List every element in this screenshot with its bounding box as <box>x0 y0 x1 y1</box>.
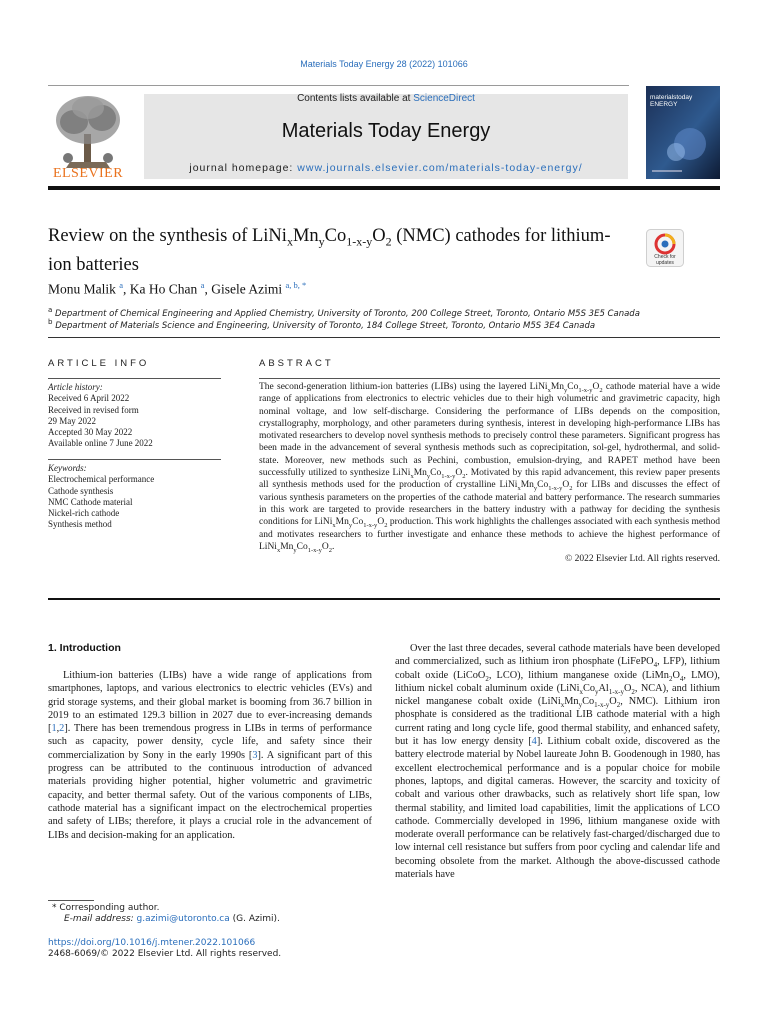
abstract-text: The second-generation lithium-ion batteries (LIBs) using the layered $LiNi_xMn_yCo_{1-x-y}O_2$ cathode material have a wide range of applications from electronics to electric vehicles due to their high volumetric and gravimetric capacity, high nominal voltage, and low self-discharge. Considering the performance of LIBs depends on the composition, crystallography, morphology, and other parameters during synthesis, interest in developing high-performance LIBs has motivated researchers to develop novel synthesis methods to precisely control these parameters. Significant progress has been made in the advancement of several synthesis methods such as coprecipitation, sol-gel, hydrothermal, and solid-state. Moreover, new methods such as Pechini, combustion, emulsion-drying, and RAPET method have been successfully utilized to synthesize $LiNi_xMn_yCo_{1-x-y}O_2$. Motivated by this rapid advancement, this review paper presents all synthesis methods used for the production of crystalline $LiNi_xMn_yCo_{1-x-y}O_2$ for LIBs and discusses the effect of various synthesis parameters on the properties of the cathode material and battery performance. The research summaries in this work are targeted to provide researchers in the battery industry with a pathway for deciding the synthesis conditions for $LiNi_xMn_yCo_{1-x-y}O_2$ production. This work highlights the challenges associated with each synthesis method and motivates researchers to further investigate and enhance these methods to achieve the highest performance of $LiNi_xMn_yCo_{1-x-y}O_2$. © 2022 Elsevier Ltd. All rights reserved. <box>259 382 721 565</box>
author-list: Monu Malik $^a$, Ka Ho Chan $^a$, Gisele Azimi $^{a, b, *}$ <box>48 280 307 297</box>
keyword-item: Electrochemical performance <box>48 474 155 485</box>
corresponding-author-note: * Corresponding author. <box>52 903 160 913</box>
author-affiliation-mark[interactable]: a <box>119 280 124 290</box>
keyword-item: Nickel-rich cathode <box>48 508 120 519</box>
journal-cover-image <box>646 86 720 179</box>
contents-line <box>144 93 628 104</box>
author-affiliation-mark[interactable]: a, b, * <box>285 280 307 290</box>
citation-link[interactable]: 2 <box>59 723 65 735</box>
title-text-mn: Mn <box>292 226 319 246</box>
keyword-item: Synthesis method <box>48 519 112 530</box>
contents-prefix: Contents lists available at <box>297 93 414 104</box>
author-name: Monu Malik <box>48 281 116 297</box>
abstract-copyright: © 2022 Elsevier Ltd. All rights reserved. <box>565 554 720 565</box>
abstract-rule <box>259 378 720 379</box>
email-suffix: (G. Azimi). <box>229 914 280 924</box>
check-for-updates-badge[interactable] <box>646 229 684 267</box>
journal-homepage <box>144 162 628 174</box>
history-item: 29 May 2022 <box>48 415 96 426</box>
affiliation-mark: b <box>48 317 53 326</box>
body-column-right <box>395 642 720 881</box>
history-item: Accepted 30 May 2022 <box>48 427 133 438</box>
author-affiliation-mark[interactable]: a <box>200 280 205 290</box>
homepage-prefix: journal homepage: <box>189 162 298 174</box>
citation-link[interactable]: 4 <box>531 736 537 748</box>
title-sub: x <box>286 234 293 249</box>
title-sub: 1-x-y <box>346 234 373 249</box>
history-item: Received 6 April 2022 <box>48 393 130 404</box>
affiliation-text: Department of Materials Science and Engineering, University of Toronto, 184 College Street, Toronto, Ontario M5S 3E4 Canada <box>55 320 596 331</box>
front-matter-rule <box>48 598 720 600</box>
article-title <box>48 225 628 277</box>
keywords-label: Keywords: <box>48 463 87 473</box>
article-info-heading: ARTICLE INFO <box>48 358 150 369</box>
keyword-item: Cathode synthesis <box>48 485 114 496</box>
elsevier-logo <box>48 92 128 184</box>
title-sub: 2 <box>385 234 392 249</box>
body-column-left <box>48 669 372 842</box>
affiliation-b <box>48 317 595 331</box>
keywords-rule <box>48 459 221 460</box>
history-label: Article history: <box>48 382 103 392</box>
title-text-2: (NMC) cathodes for lithium-ion batteries <box>48 226 611 275</box>
keywords-block <box>48 463 228 531</box>
article-history <box>48 382 228 450</box>
keyword-item: NMC Cathode material <box>48 496 133 507</box>
issn-copyright: 2468-6069/© 2022 Elsevier Ltd. All rights reserved. <box>48 949 282 959</box>
email-label: E-mail address: <box>64 914 137 924</box>
header-bottom-rule <box>48 186 720 190</box>
journal-name: Materials Today Energy <box>281 120 491 142</box>
sciencedirect-link[interactable]: ScienceDirect <box>413 93 475 104</box>
email-link[interactable]: g.azimi@utoronto.ca <box>136 914 230 924</box>
header-top-rule <box>48 85 629 86</box>
author-name: Ka Ho Chan <box>129 281 198 297</box>
email-note <box>64 914 280 924</box>
title-text-co: Co <box>324 226 347 246</box>
check-updates-label: Check for updates <box>654 254 676 266</box>
title-text-o: O <box>372 226 386 246</box>
citation-link[interactable]: 3 <box>252 749 258 761</box>
cover-title: materialstoday ENERGY <box>650 94 693 108</box>
body-paragraph: Over the last three decades, several cathode materials have been developed and commercialized, such as lithium iron phosphate (LiFePO$_4$, LFP), lithium cobalt oxide (LiCoO$_2$, LCO), lithium manganese oxide ($LiMn_2O_4$, LMO), lithium nickel cobalt aluminum oxide ($LiNi_xCo_yAl_{1-x-y}O_2$, NCA), and lithium nickel manganese cobalt oxide ($LiNi_xMn_yCo_{1-x-y}O_2$, NMC). Lithium iron phosphate is considered as the traditional LIB cathode material with a high current rating and long cycle life, good thermal stability, and enhanced safety, but it has low energy density [4]. Lithium cobalt oxide, discovered as the battery electrode material by Nobel laureate John B. Goodenough in 1980, has excellent electrochemical performance and is a popular choice for mobile phones, laptops, and digital cameras. However, the scarcity and toxicity of cobalt and various other drawbacks, such as relatively short life span, low thermal stability, and limited load capabilities, limit the applications of LCO cathode. Commercially developed in 1996, lithium manganese oxide with moderate overall performance can be relatively fast-charged/discharged due to low internal cell resistance but suffers from poor cycling and calendar life and becoming obsolete from the market. Although the above-discussed cathode materials have <box>395 643 720 881</box>
publisher-wordmark: ELSEVIER <box>52 166 124 181</box>
journal-citation[interactable]: Materials Today Energy 28 (2022) 101066 <box>300 59 468 69</box>
affiliation-mark: a <box>48 305 53 314</box>
history-item: Available online 7 June 2022 <box>48 438 153 449</box>
author-name: Gisele Azimi <box>211 281 283 297</box>
article-info-rule <box>48 378 221 379</box>
affiliation-text: Department of Chemical Engineering and Applied Chemistry, University of Toronto, 200 College Street, Toronto, Ontario M5S 3E5 Canada <box>55 308 640 319</box>
footnote-rule <box>48 900 94 901</box>
doi-link[interactable]: https://doi.org/10.1016/j.mtener.2022.101066 <box>48 938 256 948</box>
section-heading: 1. Introduction <box>48 642 121 654</box>
title-sub: y <box>318 234 325 249</box>
history-item: Received in revised form <box>48 404 139 415</box>
abstract-heading: ABSTRACT <box>259 358 334 369</box>
title-bottom-rule <box>48 337 720 338</box>
title-text-1: Review on the synthesis of LiNi <box>48 226 287 246</box>
body-paragraph: Lithium-ion batteries (LIBs) have a wide range of applications from smartphones, laptops, and various electronics to electric vehicles (EVs) and grid storage systems, and their global market is booming from 36.7 billion in 2019 to an estimated 129.3 billion in 2027 due to ever-increasing demands [1,2]. There has been tremendous progress in LIBs in terms of performance such as capacity, power density, cycle life, and safety since their commercialization by Sony in the early 1990s [3]. A significant part of this progress can be attributed to the continuous introduction of advanced materials providing higher potential, higher volumetric and gravimetric capacity, and better thermal safety. Out of the various components of LIBs, cathode material has a significant impact on the electrochemical properties and safety of LIBs; therefore, it plays a crucial role in the advancement of LIBs and decision-making for an application. <box>48 670 372 841</box>
citation-link[interactable]: 1 <box>51 723 57 735</box>
homepage-link[interactable]: www.journals.elsevier.com/materials-today-energy/ <box>297 162 583 174</box>
